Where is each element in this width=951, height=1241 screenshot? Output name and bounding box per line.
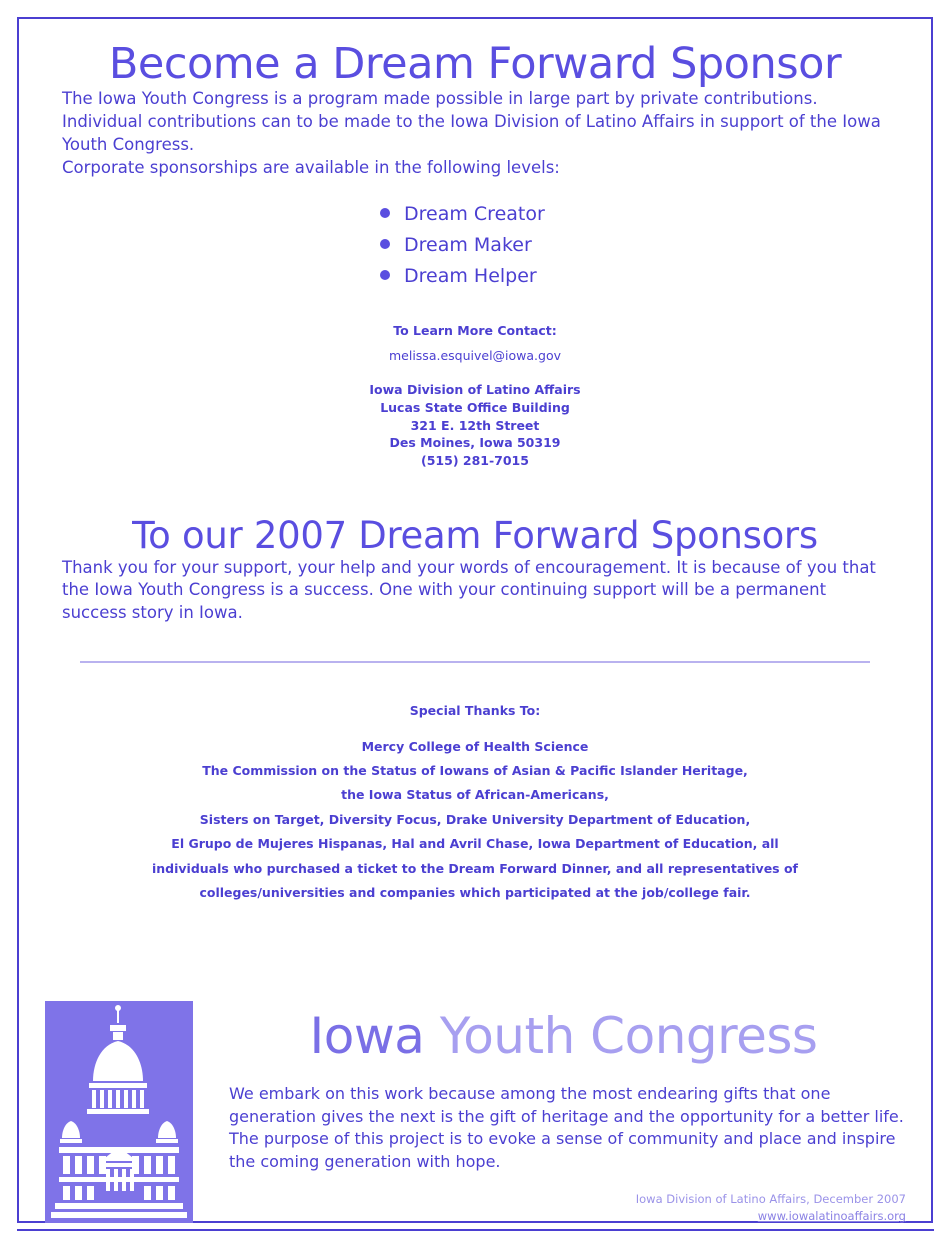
special-thanks-heading: Special Thanks To: bbox=[409, 702, 541, 718]
thank-you-paragraph: Thank you for your support, your help and your words of encouragement. It is because of you that the Iowa Youth Congress is a success. One with your continuing support will be a permanent success story in Iowa. bbox=[62, 557, 876, 623]
contact-address bbox=[62, 381, 888, 470]
credit-text: Iowa Division of Latino Affairs, December 2007 bbox=[635, 1191, 906, 1206]
address-line: 321 E. 12th Street bbox=[410, 417, 540, 433]
title-light: Youth Congress bbox=[424, 1007, 818, 1065]
thanks-line: El Grupo de Mujeres Hispanas, Hal and Avril Chase, Iowa Department of Education, all bbox=[171, 836, 779, 852]
address-line: Lucas State Office Building bbox=[380, 399, 570, 415]
section-divider bbox=[80, 661, 870, 663]
organization-title bbox=[221, 1007, 906, 1065]
iowa-capitol-logo-icon bbox=[45, 1001, 193, 1223]
website-link[interactable]: www.iowalatinoaffairs.org bbox=[757, 1208, 906, 1223]
bullet-icon bbox=[380, 208, 390, 218]
organization-title-block bbox=[193, 997, 906, 1223]
level-label: Dream Helper bbox=[404, 265, 537, 288]
thanks-line: The Commission on the Status of Iowans of Asian & Pacific Islander Heritage, bbox=[202, 763, 748, 779]
sponsorship-levels-list bbox=[62, 199, 888, 292]
list-item bbox=[62, 261, 888, 292]
address-line: Des Moines, Iowa 50319 bbox=[389, 435, 561, 451]
bottom-rule bbox=[17, 1229, 934, 1231]
contact-heading: To Learn More Contact: bbox=[393, 322, 557, 338]
special-thanks-block bbox=[62, 699, 888, 905]
special-thanks-list bbox=[62, 735, 888, 906]
list-item bbox=[62, 230, 888, 261]
thanks-line: Sisters on Target, Diversity Focus, Drake University Department of Education, bbox=[199, 811, 751, 827]
address-line: (515) 281-7015 bbox=[421, 453, 529, 469]
thanks-line: Mercy College of Health Science bbox=[361, 738, 589, 754]
intro-paragraph: The Iowa Youth Congress is a program made possible in large part by private contributions. Individual contributions can to be made to the Iowa Division of Latino Affairs in support of the Iowa Youth Congress. bbox=[62, 89, 881, 154]
page-title: Become a Dream Forward Sponsor bbox=[108, 39, 842, 89]
bullet-icon bbox=[380, 239, 390, 249]
thanks-line: individuals who purchased a ticket to the Dream Forward Dinner, and all representatives of bbox=[151, 860, 798, 876]
title-bold: Iowa bbox=[309, 1007, 425, 1065]
sponsorship-levels-intro: Corporate sponsorships are available in the following levels: bbox=[62, 157, 560, 177]
sponsors-section bbox=[62, 513, 888, 625]
contact-email[interactable]: melissa.esquivel@iowa.gov bbox=[388, 348, 562, 364]
mission-statement: We embark on this work because among the most endearing gifts that one generation gives the next is the gift of heritage and the opportunity for a better life. The purpose of this project is to evoke a sense of community and place and inspire the coming generation with hope. bbox=[229, 1084, 904, 1172]
contact-block bbox=[62, 322, 888, 470]
section-title: To our 2007 Dream Forward Sponsors bbox=[132, 513, 818, 557]
level-label: Dream Creator bbox=[404, 203, 545, 226]
level-label: Dream Maker bbox=[404, 234, 532, 257]
thanks-line: the Iowa Status of African-Americans, bbox=[341, 787, 609, 803]
footer-credit bbox=[221, 1192, 906, 1223]
thanks-line: colleges/universities and companies which participated at the job/college fair. bbox=[199, 884, 751, 900]
list-item bbox=[62, 199, 888, 230]
address-line: Iowa Division of Latino Affairs bbox=[369, 382, 581, 398]
footer-area bbox=[45, 997, 906, 1223]
bullet-icon bbox=[380, 270, 390, 280]
